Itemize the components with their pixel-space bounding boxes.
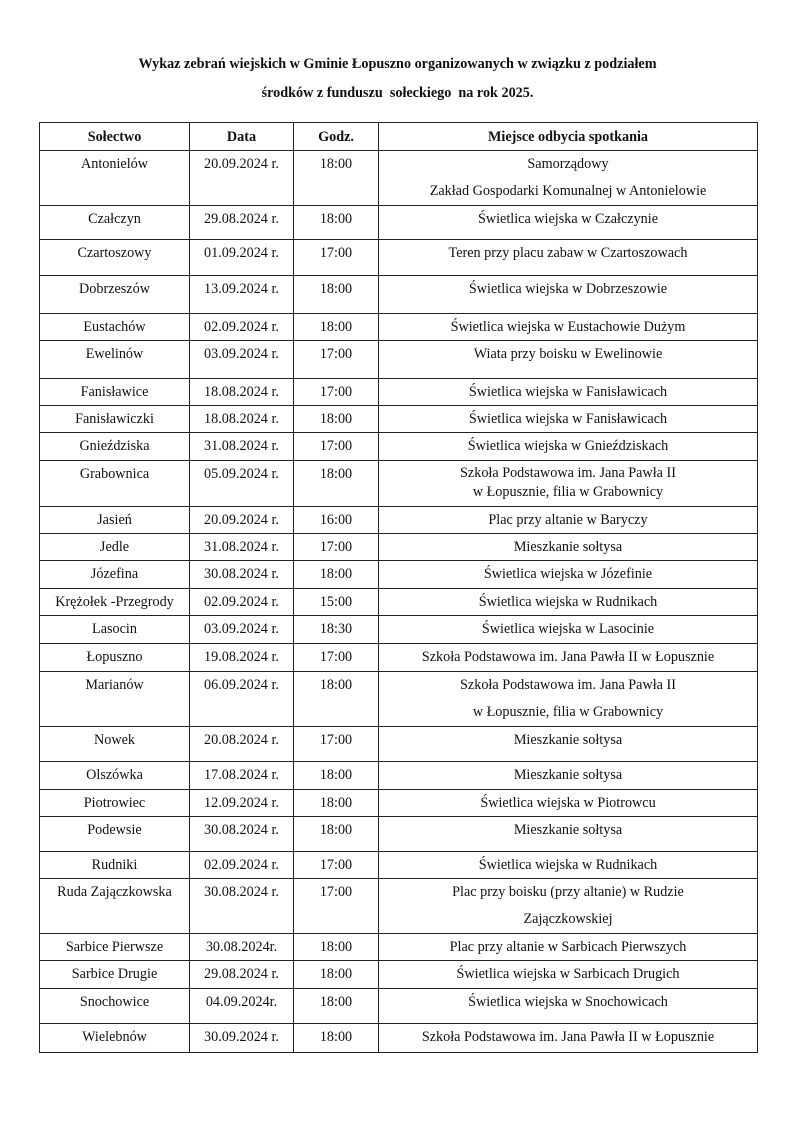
solectwo-cell	[40, 672, 190, 727]
meeting-place-line: Świetlica wiejska w Fanisławicach	[468, 411, 668, 427]
table-row	[40, 934, 758, 961]
table-row	[40, 461, 758, 507]
meeting-place-cell	[379, 989, 758, 1024]
solectwo: Snochowice	[79, 994, 150, 1010]
table-row	[40, 989, 758, 1024]
meeting-place-cell	[379, 934, 758, 961]
meeting-place-line: w Łopusznie, filia w Grabownicy	[472, 704, 664, 720]
solectwo: Eustachów	[83, 319, 146, 335]
meeting-time-cell	[294, 1024, 379, 1053]
meeting-place-cell	[379, 276, 758, 314]
meeting-time: 17:00	[319, 346, 353, 362]
solectwo-cell	[40, 206, 190, 240]
meeting-time: 18:00	[319, 281, 353, 297]
meetings-table	[39, 122, 758, 1053]
meeting-date-cell	[190, 1024, 294, 1053]
meeting-date: 30.08.2024 r.	[204, 822, 279, 838]
solectwo-cell	[40, 534, 190, 561]
table-row	[40, 644, 758, 672]
meeting-time: 17:00	[319, 384, 353, 400]
solectwo: Krężołek -Przegrody	[55, 594, 174, 610]
solectwo-cell	[40, 879, 190, 934]
meeting-time-cell	[294, 644, 379, 672]
meeting-time: 17:00	[319, 539, 353, 555]
meeting-date-cell	[190, 561, 294, 589]
meeting-time-cell	[294, 561, 379, 589]
meeting-date: 02.09.2024 r.	[204, 594, 279, 610]
meeting-time-cell	[294, 507, 379, 534]
meeting-date: 30.08.2024 r.	[204, 566, 279, 582]
meeting-time-cell	[294, 961, 379, 989]
meeting-time-cell	[294, 989, 379, 1024]
meeting-date: 31.08.2024 r.	[204, 438, 279, 454]
meeting-date: 13.09.2024 r.	[204, 281, 279, 297]
meeting-date-cell	[190, 206, 294, 240]
table-row	[40, 534, 758, 561]
header-godz: Godz.	[294, 123, 379, 151]
meeting-date-cell	[190, 589, 294, 616]
solectwo: Czartoszowy	[77, 245, 152, 261]
solectwo: Grabownica	[79, 466, 150, 482]
meeting-date-cell	[190, 616, 294, 644]
meeting-date: 04.09.2024r.	[205, 994, 278, 1010]
meeting-date-cell	[190, 379, 294, 406]
solectwo: Fanisławiczki	[75, 411, 154, 427]
meeting-date-cell	[190, 240, 294, 276]
solectwo-cell	[40, 852, 190, 879]
solectwo: Czałczyn	[88, 211, 141, 227]
table-row	[40, 1024, 758, 1053]
meeting-place-line: Świetlica wiejska w Czałczynie	[477, 211, 659, 227]
header-miejsce: Miejsce odbycia spotkania	[379, 123, 758, 151]
meeting-place-cell	[379, 589, 758, 616]
meeting-date-cell	[190, 934, 294, 961]
meeting-date-cell	[190, 727, 294, 762]
meeting-place-line: Świetlica wiejska w Dobrzeszowie	[468, 281, 668, 297]
table-body	[40, 151, 758, 1053]
solectwo: Sarbice Drugie	[71, 966, 158, 982]
meeting-place-line: Szkoła Podstawowa im. Jana Pawła II w Łopusznie	[421, 1029, 715, 1045]
meeting-time: 18:00	[319, 767, 353, 783]
meeting-date-cell	[190, 879, 294, 934]
solectwo-cell	[40, 727, 190, 762]
meeting-date: 03.09.2024 r.	[204, 621, 279, 637]
meeting-time: 17:00	[319, 732, 353, 748]
solectwo: Dobrzeszów	[79, 281, 150, 297]
meeting-date-cell	[190, 644, 294, 672]
meeting-place-cell	[379, 616, 758, 644]
meeting-time-cell	[294, 406, 379, 433]
header-solectwo: Sołectwo	[40, 123, 190, 151]
meeting-time: 18:00	[319, 319, 353, 335]
title-line-1: Wykaz zebrań wiejskich w Gminie Łopuszno organizowanych w związku z podziałem	[138, 56, 657, 72]
meeting-time-cell	[294, 616, 379, 644]
solectwo-cell	[40, 934, 190, 961]
solectwo-cell	[40, 151, 190, 206]
meeting-time: 18:00	[319, 566, 353, 582]
meeting-date-cell	[190, 341, 294, 379]
meeting-place-line: Mieszkanie sołtysa	[513, 822, 623, 838]
meeting-time-cell	[294, 672, 379, 727]
solectwo: Marianów	[85, 677, 144, 693]
meeting-date: 02.09.2024 r.	[204, 857, 279, 873]
title-line-2: środków z funduszu sołeckiego na rok 2025.	[261, 85, 534, 101]
meeting-place-cell	[379, 790, 758, 817]
meeting-place-line: Świetlica wiejska w Sarbicach Drugich	[456, 966, 680, 982]
meeting-place-cell	[379, 727, 758, 762]
meeting-place-cell	[379, 644, 758, 672]
meeting-date: 20.09.2024 r.	[204, 512, 279, 528]
meeting-place-line: w Łopusznie, filia w Grabownicy	[472, 484, 664, 500]
solectwo-cell	[40, 461, 190, 507]
meeting-time: 18:00	[319, 939, 353, 955]
meeting-time: 18:00	[319, 677, 353, 693]
solectwo-cell	[40, 314, 190, 341]
meeting-date-cell	[190, 672, 294, 727]
meeting-place-cell	[379, 379, 758, 406]
solectwo: Gnieździska	[79, 438, 150, 454]
meeting-date-cell	[190, 852, 294, 879]
meeting-place-cell	[379, 461, 758, 507]
meeting-date: 20.08.2024 r.	[204, 732, 279, 748]
meeting-date-cell	[190, 790, 294, 817]
meeting-time-cell	[294, 379, 379, 406]
meeting-place-cell	[379, 433, 758, 461]
meeting-date-cell	[190, 817, 294, 852]
solectwo-cell	[40, 433, 190, 461]
meeting-place-line: Samorządowy	[527, 156, 609, 172]
meeting-place-cell	[379, 817, 758, 852]
meeting-place-cell	[379, 534, 758, 561]
solectwo-cell	[40, 406, 190, 433]
table-row	[40, 790, 758, 817]
meeting-time-cell	[294, 934, 379, 961]
document-title	[0, 50, 795, 108]
meeting-time: 18:00	[319, 822, 353, 838]
solectwo: Podewsie	[87, 822, 142, 838]
table-row	[40, 314, 758, 341]
table-row	[40, 817, 758, 852]
table-row	[40, 961, 758, 989]
table-row	[40, 276, 758, 314]
meeting-date-cell	[190, 461, 294, 507]
table-row	[40, 379, 758, 406]
solectwo: Olszówka	[86, 767, 143, 783]
meeting-time: 18:00	[319, 966, 353, 982]
solectwo-cell	[40, 379, 190, 406]
meeting-date: 20.09.2024 r.	[204, 156, 279, 172]
meeting-place-line: Plac przy boisku (przy altanie) w Rudzie	[452, 884, 684, 900]
meeting-date: 17.08.2024 r.	[204, 767, 279, 783]
table-row	[40, 507, 758, 534]
meeting-place-line: Wiata przy boisku w Ewelinowie	[473, 346, 663, 362]
meeting-place-line: Zakład Gospodarki Komunalnej w Antonielowie	[429, 183, 707, 199]
meeting-time: 17:00	[319, 649, 353, 665]
meeting-time-cell	[294, 589, 379, 616]
meeting-place-line: Świetlica wiejska w Józefinie	[483, 566, 653, 582]
meeting-date: 03.09.2024 r.	[204, 346, 279, 362]
table-header-row	[40, 123, 758, 151]
header-data: Data	[190, 123, 294, 151]
solectwo: Sarbice Pierwsze	[65, 939, 164, 955]
meeting-place-cell	[379, 151, 758, 206]
meeting-time: 18:00	[319, 411, 353, 427]
meeting-place-line: Świetlica wiejska w Lasocinie	[481, 621, 655, 637]
solectwo: Józefina	[90, 566, 139, 582]
meeting-place-line: Szkoła Podstawowa im. Jana Pawła II	[460, 677, 676, 693]
meeting-place-cell	[379, 314, 758, 341]
solectwo-cell	[40, 817, 190, 852]
table-row	[40, 852, 758, 879]
meeting-time-cell	[294, 341, 379, 379]
meeting-time: 18:00	[319, 994, 353, 1010]
meeting-place-line: Świetlica wiejska w Fanisławicach	[468, 384, 668, 400]
meeting-date-cell	[190, 762, 294, 790]
table-row	[40, 589, 758, 616]
meeting-time: 18:00	[319, 156, 353, 172]
meeting-date-cell	[190, 276, 294, 314]
meeting-place-line: Świetlica wiejska w Rudnikach	[478, 857, 658, 873]
meeting-place-cell	[379, 672, 758, 727]
solectwo: Piotrowiec	[83, 795, 146, 811]
table-row	[40, 433, 758, 461]
table-row	[40, 762, 758, 790]
meeting-place-cell	[379, 762, 758, 790]
meeting-place-cell	[379, 961, 758, 989]
meeting-time: 15:00	[319, 594, 353, 610]
meeting-date: 31.08.2024 r.	[204, 539, 279, 555]
meeting-date: 05.09.2024 r.	[204, 466, 279, 482]
meeting-time: 17:00	[319, 884, 353, 900]
solectwo-cell	[40, 341, 190, 379]
meeting-time-cell	[294, 852, 379, 879]
meeting-time-cell	[294, 534, 379, 561]
meeting-date-cell	[190, 961, 294, 989]
solectwo-cell	[40, 240, 190, 276]
meeting-time-cell	[294, 817, 379, 852]
meeting-date: 01.09.2024 r.	[204, 245, 279, 261]
solectwo: Fanisławice	[80, 384, 149, 400]
meeting-time: 17:00	[319, 245, 353, 261]
meeting-time-cell	[294, 461, 379, 507]
solectwo: Lasocin	[92, 621, 137, 637]
meeting-place-line: Świetlica wiejska w Piotrowcu	[480, 795, 656, 811]
solectwo-cell	[40, 276, 190, 314]
meeting-time-cell	[294, 879, 379, 934]
meeting-place-cell	[379, 1024, 758, 1053]
meeting-time-cell	[294, 151, 379, 206]
meeting-place-line: Teren przy placu zabaw w Czartoszowach	[448, 245, 688, 261]
meeting-place-cell	[379, 879, 758, 934]
meeting-place-line: Szkoła Podstawowa im. Jana Pawła II	[460, 465, 676, 481]
meeting-time-cell	[294, 314, 379, 341]
meeting-place-line: Świetlica wiejska w Eustachowie Dużym	[450, 319, 686, 335]
solectwo: Antonielów	[81, 156, 148, 172]
meeting-place-line: Świetlica wiejska w Rudnikach	[478, 594, 658, 610]
meeting-time-cell	[294, 433, 379, 461]
meeting-date: 18.08.2024 r.	[204, 384, 279, 400]
meeting-time-cell	[294, 727, 379, 762]
meeting-place-line: Szkoła Podstawowa im. Jana Pawła II w Łopusznie	[421, 649, 715, 665]
meeting-time: 18:00	[319, 795, 353, 811]
meeting-date-cell	[190, 314, 294, 341]
meeting-place-cell	[379, 341, 758, 379]
meeting-place-line: Mieszkanie sołtysa	[513, 767, 623, 783]
solectwo-cell	[40, 989, 190, 1024]
table-row	[40, 727, 758, 762]
solectwo-cell	[40, 616, 190, 644]
solectwo: Ewelinów	[85, 346, 144, 362]
meeting-date-cell	[190, 151, 294, 206]
solectwo: Łopuszno	[86, 649, 143, 665]
meeting-time: 18:30	[319, 621, 353, 637]
solectwo: Nowek	[94, 732, 135, 748]
meeting-date: 18.08.2024 r.	[204, 411, 279, 427]
solectwo-cell	[40, 790, 190, 817]
meeting-date-cell	[190, 534, 294, 561]
solectwo-cell	[40, 644, 190, 672]
meeting-date: 30.09.2024 r.	[204, 1029, 279, 1045]
meeting-date-cell	[190, 433, 294, 461]
table-row	[40, 151, 758, 206]
meeting-time: 18:00	[319, 466, 353, 482]
meeting-date: 19.08.2024 r.	[204, 649, 279, 665]
solectwo: Ruda Zajączkowska	[57, 884, 172, 900]
meeting-date: 06.09.2024 r.	[204, 677, 279, 693]
solectwo: Jasień	[97, 512, 132, 528]
solectwo-cell	[40, 561, 190, 589]
meeting-place-cell	[379, 507, 758, 534]
meeting-date-cell	[190, 406, 294, 433]
solectwo: Wielebnów	[82, 1029, 147, 1045]
table-row	[40, 561, 758, 589]
table-row	[40, 206, 758, 240]
meeting-place-cell	[379, 240, 758, 276]
meeting-place-line: Świetlica wiejska w Gnieździskach	[467, 438, 669, 454]
solectwo-cell	[40, 1024, 190, 1053]
meeting-place-line: Plac przy altanie w Sarbicach Pierwszych	[449, 939, 687, 955]
solectwo-cell	[40, 762, 190, 790]
meeting-time: 18:00	[319, 1029, 353, 1045]
meeting-time-cell	[294, 206, 379, 240]
meeting-time-cell	[294, 240, 379, 276]
meeting-date: 29.08.2024 r.	[204, 211, 279, 227]
solectwo-cell	[40, 507, 190, 534]
solectwo: Rudniki	[91, 857, 138, 873]
meeting-date-cell	[190, 989, 294, 1024]
solectwo-cell	[40, 961, 190, 989]
meeting-place-line: Mieszkanie sołtysa	[513, 539, 623, 555]
meeting-date: 30.08.2024 r.	[204, 884, 279, 900]
solectwo-cell	[40, 589, 190, 616]
table-row	[40, 879, 758, 934]
meeting-place-line: Zajączkowskiej	[523, 911, 613, 927]
solectwo: Jedle	[99, 539, 130, 555]
meeting-date: 30.08.2024r.	[205, 939, 278, 955]
meeting-place-line: Plac przy altanie w Baryczy	[488, 512, 648, 528]
table-row	[40, 616, 758, 644]
meeting-place-line: Świetlica wiejska w Snochowicach	[468, 994, 668, 1010]
meeting-date: 29.08.2024 r.	[204, 966, 279, 982]
meeting-place-cell	[379, 206, 758, 240]
meeting-date: 12.09.2024 r.	[204, 795, 279, 811]
meeting-time: 18:00	[319, 211, 353, 227]
meeting-place-line: Mieszkanie sołtysa	[513, 732, 623, 748]
meeting-time: 17:00	[319, 438, 353, 454]
meeting-place-cell	[379, 406, 758, 433]
meeting-time-cell	[294, 276, 379, 314]
meeting-time-cell	[294, 790, 379, 817]
meeting-date: 02.09.2024 r.	[204, 319, 279, 335]
table-row	[40, 672, 758, 727]
table-row	[40, 406, 758, 433]
meeting-time-cell	[294, 762, 379, 790]
table-row	[40, 240, 758, 276]
meeting-date-cell	[190, 507, 294, 534]
meeting-place-cell	[379, 561, 758, 589]
meeting-place-cell	[379, 852, 758, 879]
table-row	[40, 341, 758, 379]
meeting-time: 17:00	[319, 857, 353, 873]
meeting-time: 16:00	[319, 512, 353, 528]
